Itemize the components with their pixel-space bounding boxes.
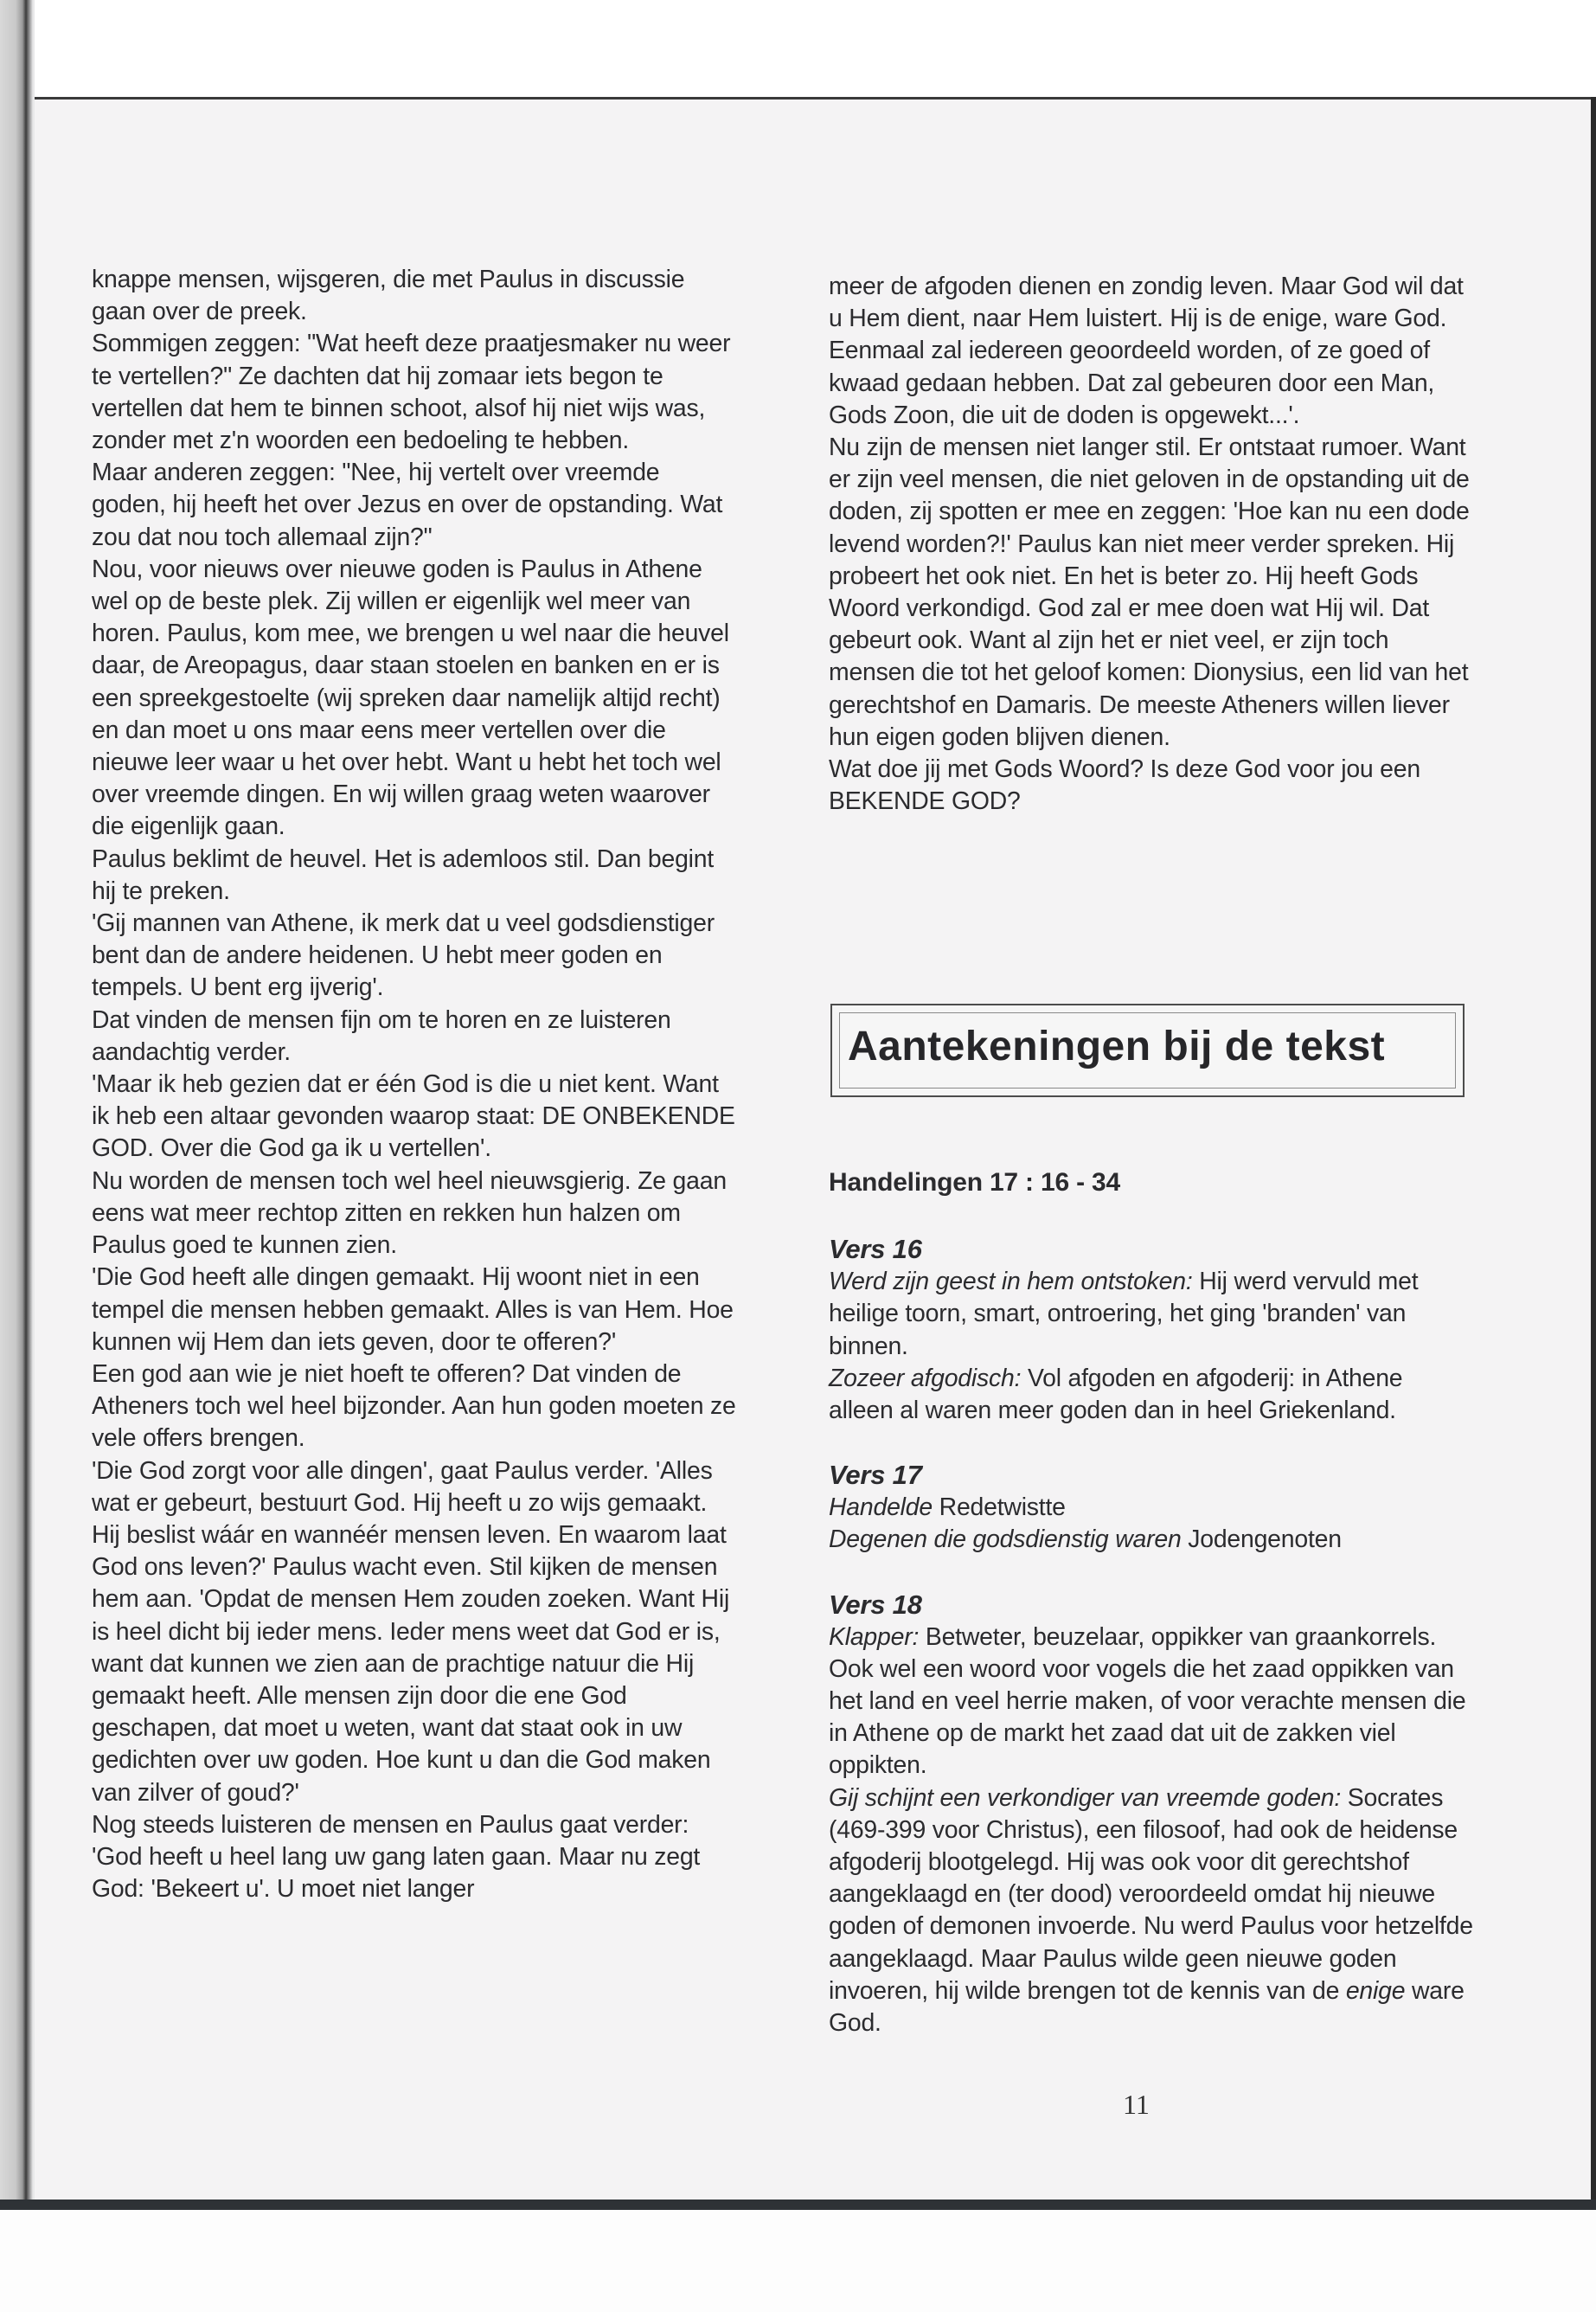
paragraph: Nu zijn de mensen niet langer stil. Er ontstaat rumoer. Want er zijn veel mensen, die niet geloven in de opstanding uit de doden, zij spotten er mee en zeggen: 'Hoe kan nu een dode levend worden?!' Paulus kan niet meer verder spreken. Hij probeert het ook niet. En het is beter zo. Hij heeft Gods Woord verkondigd. God zal er mee doen wat Hij wil. Dat gebeurt ook. Want al zijn het er niet veel, er zijn toch mensen die tot het geloof komen: Dionysius, een lid van het gerechtshof en Damaris. De meeste Atheners willen liever hun eigen goden blijven dienen.: [829, 434, 1470, 751]
paragraph: Nu worden de mensen toch wel heel nieuwsgierig. Ze gaan eens wat meer rechtop zitten en rekken hun halzen om Paulus goed te kunnen zien.: [92, 1166, 727, 1260]
note-definition: Vol afgoden en afgoderij: in Athene alleen al waren meer goden dan in heel Griekenland.: [829, 1364, 1403, 1425]
note-definition: Socrates (469-399 voor Christus), een filosoof, had ook de heidense afgoderij blootgelegd. Hij was ook voor dit gerechtshof aangeklaagd en (ter dood) veroordeeld omdat hij nieuwe goden of demonen invoerde. Nu werd Paulus voor hetzelfde aangeklaagd. Maar Paulus wilde geen nieuwe goden invoeren, hij wilde brengen tot de kennis van de: [829, 1783, 1473, 2005]
scripture-reference: Handelingen 17 : 16 - 34: [829, 1168, 1120, 1197]
paragraph: Sommigen zeggen: "Wat heeft deze praatjesmaker nu weer te vertellen?" Ze dachten dat hij zomaar iets begon te vertellen dat hem te binnen schoot, alsof hij niet wijs was, zonder met z'n woorden een bedoeling te hebben.: [92, 330, 731, 455]
verse-label: Vers 16: [829, 1234, 922, 1265]
verse-label: Vers 17: [829, 1460, 922, 1491]
note-entry: [829, 1524, 1473, 1556]
paragraph: 'Die God zorgt voor alle dingen', gaat Paulus verder. 'Alles wat er gebeurt, bestuurt God. Hij heeft u zo wijs gemaakt. Hij beslist wáár en wannéér mensen leven. En waarom laat God ons leven?' Paulus wacht even. Stil kijken de mensen hem aan. 'Opdat de mensen Hem zouden zoeken. Want Hij is heel dicht bij ieder mens. Ieder mens weet dat God er is, want dat kunnen we zien aan de prachtige natuur die Hij gemaakt heeft. Alle mensen zijn door die ene God geschapen, dat moet u weten, want dat staat ook in uw gedichten over uw goden. Hoe kunt u dan die God maken van zilver of goud?': [92, 1456, 730, 1807]
left-text-column: [92, 264, 737, 1905]
paragraph: Nou, voor nieuws over nieuwe goden is Paulus in Athene wel op de beste plek. Zij willen er eigenlijk wel meer van horen. Paulus, kom mee, we brengen u wel naar die heuvel daar, de Areopagus, daar staan stoelen en banken en er is een spreekgestoelte (wij spreken daar namelijk altijd recht) en dan moet u ons maar eens meer vertellen over die nieuwe leer waar u het over hebt. Want u hebt het toch wel over vreemde dingen. En wij willen graag weten waarover die eigenlijk gaan.: [92, 555, 729, 841]
paragraph: Paulus beklimt de heuvel. Het is ademloos stil. Dan begint hij te preken.: [92, 845, 715, 905]
scan-right-edge: [1591, 97, 1596, 2208]
note-term: Werd zijn geest in hem ontstoken:: [829, 1268, 1193, 1296]
note-term: Gij schijnt een verkondiger van vreemde goden:: [829, 1783, 1342, 1812]
verse-label: Vers 18: [829, 1589, 922, 1620]
note-term: Klapper:: [829, 1622, 920, 1651]
scan-binding-edge: [0, 0, 35, 2302]
notes-section: [829, 1166, 1473, 2039]
paragraph: Nog steeds luisteren de mensen en Paulus gaat verder: 'God heeft u heel lang uw gang laten gaan. Maar nu zegt God: 'Bekeert u'. U moet niet langer: [92, 1810, 701, 1904]
note-entry: [829, 1363, 1473, 1427]
emphasis: enige: [1345, 1976, 1406, 2005]
paragraph: meer de afgoden dienen en zondig leven. Maar God wil dat u Hem dient, naar Hem luistert. Hij is de enige, ware God. Eenmaal zal iedereen geoordeeld worden, of ze goed of kwaad gedaan hebben. Dat zal gebeuren door een Man, Gods Zoon, die uit de doden is opgewekt...'.: [829, 273, 1464, 429]
right-text-column: [829, 271, 1473, 818]
paragraph: Een god aan wie je niet hoeft te offeren? Dat vinden de Atheners toch wel heel bijzonder. Aan hun goden moeten ze vele offers brengen.: [92, 1359, 736, 1453]
paragraph: 'Die God heeft alle dingen gemaakt. Hij woont niet in een tempel die mensen hebben gemaakt. Alles is van Hem. Hoe kunnen wij Hem dan iets geven, door te offeren?': [92, 1263, 734, 1356]
note-term: Degenen die godsdienstig waren: [829, 1525, 1182, 1554]
paragraph: knappe mensen, wijsgeren, die met Paulus in discussie gaan over de preek.: [92, 266, 685, 326]
note-definition: Jodengenoten: [1181, 1525, 1342, 1554]
page-number: 11: [1123, 2089, 1150, 2120]
paragraph: Dat vinden de mensen fijn om te horen en ze luisteren aandachtig verder.: [92, 1005, 671, 1066]
note-definition: ware God.: [829, 1976, 1465, 2038]
paragraph: 'Gij mannen van Athene, ik merk dat u veel godsdienstiger bent dan de andere heidenen. U hebt meer goden en tempels. U bent erg ijverig'.: [92, 909, 715, 1002]
scan-top-margin: [0, 0, 1596, 100]
note-entry: [829, 1266, 1473, 1363]
note-entry: [829, 1492, 1473, 1524]
note-entry: [829, 1782, 1473, 2040]
note-definition: Betweter, beuzelaar, oppikker van graankorrels. Ook wel een woord voor vogels die het zaad oppikken van het land en veel herrie maken, of voor verachte mensen die in Athene op de markt het zaad dat uit de zakken viel oppikten.: [829, 1622, 1466, 1780]
note-term: Zozeer afgodisch:: [829, 1364, 1022, 1392]
paragraph: Wat doe jij met Gods Woord? Is deze God voor jou een BEKENDE GOD?: [829, 755, 1420, 816]
paragraph: 'Maar ik heb gezien dat er één God is die u niet kent. Want ik heb een altaar gevonden waarop staat: DE ONBEKENDE GOD. Over die God ga ik u vertellen'.: [92, 1070, 735, 1163]
notes-heading-box: [830, 1004, 1465, 1097]
scan-bottom-margin: [0, 2200, 1596, 2312]
notes-heading: Aantekeningen bij de tekst: [848, 1024, 1386, 1069]
note-definition: Hij werd vervuld met heilige toorn, smart, ontroering, het ging 'branden' van binnen.: [829, 1268, 1419, 1360]
note-term: Handelde: [829, 1493, 933, 1522]
note-definition: Redetwistte: [932, 1493, 1066, 1522]
note-entry: [829, 1622, 1473, 1782]
paragraph: Maar anderen zeggen: "Nee, hij vertelt over vreemde goden, hij heeft het over Jezus en over de opstanding. Wat zou dat nou toch allemaal zijn?": [92, 459, 723, 551]
